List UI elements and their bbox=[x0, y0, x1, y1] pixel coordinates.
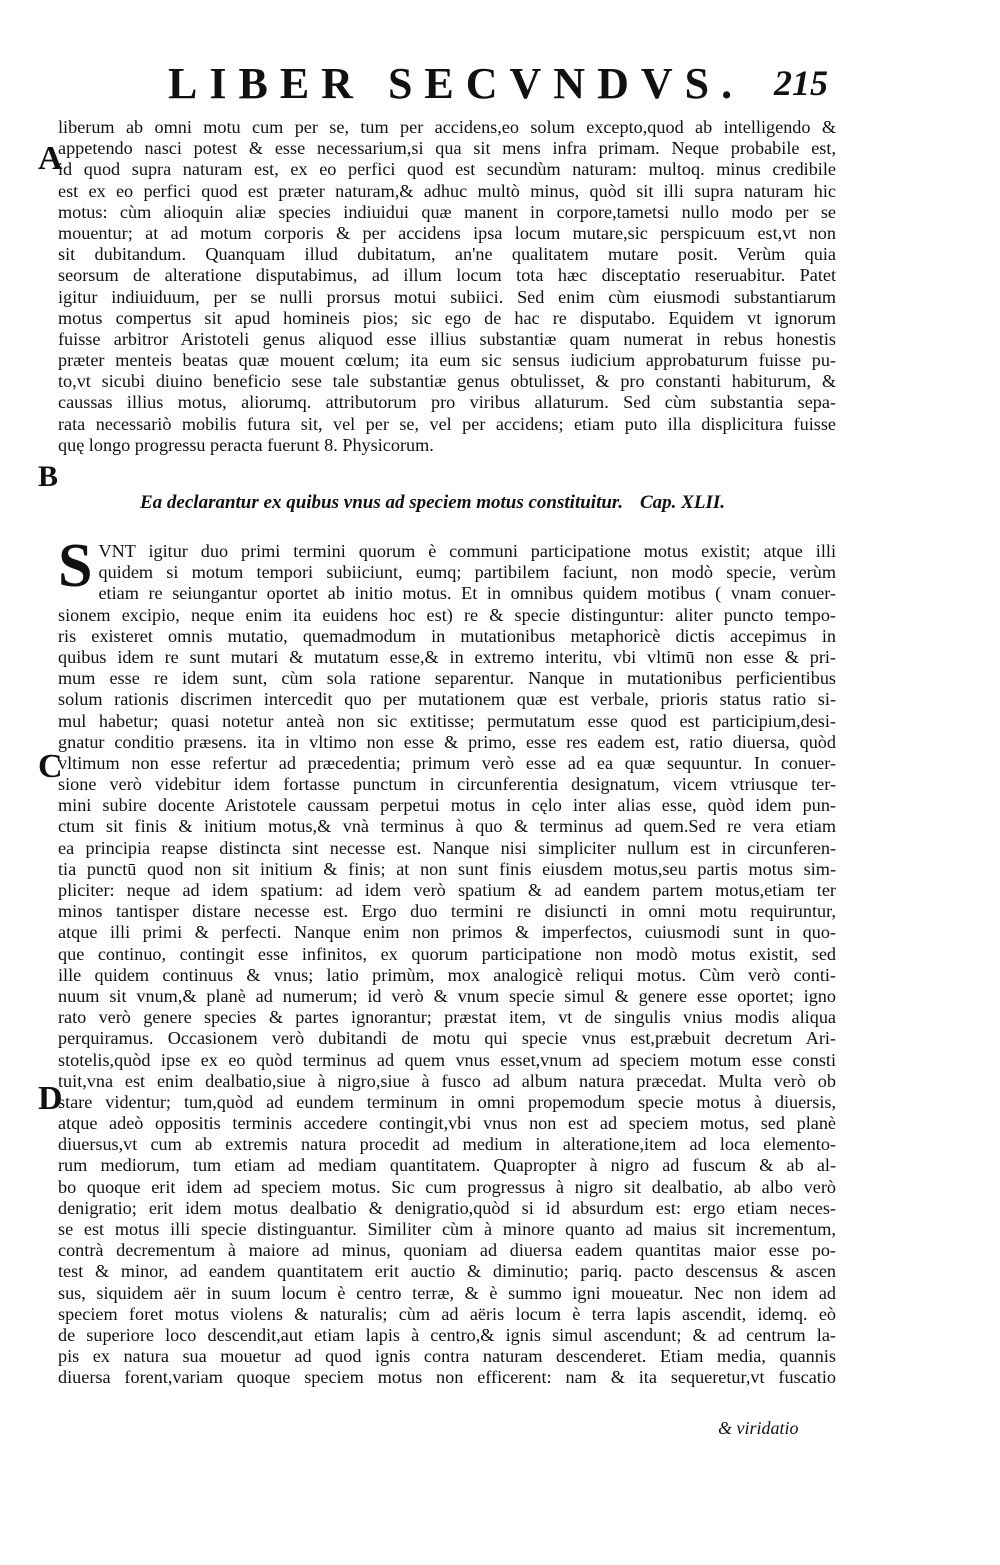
text-line: denigratio; erit idem motus dealbatio & denigratio,quòd si id absurdum est: ergo etiam neces- bbox=[58, 1197, 836, 1218]
text-line: fuisse arbitror Aristoteli genus aliquod esse illius substantiæ quam numerat in rebus honestis bbox=[58, 328, 836, 349]
text-line: gnatur conditio præsens. ita in vltimo non esse & primo, esse res eadem est, ratio diuersa, quòd bbox=[58, 731, 836, 752]
text-line: quibus idem re sunt mutari & mutatum esse,& in extremo interitu, vbi vltimū non esse & pri- bbox=[58, 646, 836, 667]
text-line: test & minor, ad eandem quantitatem erit auctio & diminutio; pariq. pacto descensus & ascen bbox=[58, 1261, 836, 1282]
text-line: mum esse re idem sunt, cùm sola ratione separentur. Nanque in mutationibus perficientibus bbox=[58, 668, 836, 689]
text-line: motus: cùm alioquin aliæ species indiuidui quæ manent in corpore,tametsi nullo modo per se bbox=[58, 201, 836, 222]
text-line: solum rationis discrimen intercedit quo per mutationem quæ est verbale, prioris status ratio si- bbox=[58, 689, 836, 710]
text-line: motus compertus sit apud homineis pios; sic ego de hac re disputabo. Equidem vt ignorum bbox=[58, 307, 836, 328]
text-line: rata necessariò mobilis futura sit, vel per se, vel per accidens; etiam puto illa displicitura fuisse bbox=[58, 413, 836, 434]
text-line: diuersus,vt cum ab extremis natura procedit ad medium in alteratione,item ad loca elemento- bbox=[58, 1134, 836, 1155]
text-line: bo quoque erit idem ad speciem motus. Sic cum progressus à nigro sit dealbatio, ab albo verò bbox=[58, 1176, 836, 1197]
catchword: & viridatio bbox=[718, 1418, 799, 1438]
text-line: est ex eo perfici quod est præter naturam,& adhuc multò minus, quòd sit illi supra naturam hic bbox=[58, 180, 836, 201]
text-line: ille quidem continuus & vnus; latio primùm, mox analogicè reliqui motus. Cùm verò conti- bbox=[58, 964, 836, 985]
text-line: contrà decrementum à maiore ad minus, quoniam ad diuersa eadem quantitas maior esse po- bbox=[58, 1240, 836, 1261]
text-line: sionem excipio, neque enim ita euidens hoc est) re & specie distinguntur: aliter puncto tempo- bbox=[58, 604, 836, 625]
text-line: to,vt sicubi diuino beneficio sese tale substantiæ genus obtulisset, & pro constanti habiturum, & bbox=[58, 371, 836, 392]
page-number: 215 bbox=[774, 63, 828, 103]
margin-letter-b: B bbox=[38, 460, 59, 493]
text-line: rum mediorum, tum etiam ad mediam quantitatem. Quapropter à nigro ad fuscum & ab al- bbox=[58, 1155, 836, 1176]
margin-letter-c: C bbox=[38, 748, 63, 785]
margin-letter-d: D bbox=[38, 1080, 63, 1117]
text-line: igitur indiuiduum, per se nulli prorsus motui subiici. Sed enim cùm eiusmodi substantiarum bbox=[58, 286, 836, 307]
text-line: ctum sit finis & initium motus,& vnà terminus à quo & terminus ad quem.Sed re vera etiam bbox=[58, 816, 836, 837]
text-line: atque illi primi & perfecti. Nanque enim non primos & imperfectos, cuiusmodi sunt in quo- bbox=[58, 922, 836, 943]
text-line: minos tantisper distare necesse est. Ergo duo termini re disiuncti in omni motu requiruntur, bbox=[58, 901, 836, 922]
text-line: appetendo nasci potest & esse necessarium,si qua sit mens infra primam. Neque probabile est, bbox=[58, 138, 836, 159]
text-line: seorsum de alteratione disputabimus, ad illum locum tota hæc disceptatio reseruabitur. Patet bbox=[58, 265, 836, 286]
book-title: LIBER SECVNDVS. bbox=[168, 59, 745, 108]
text-line: tia punctū quod non sit initium & finis; at non sunt finis eiusdem motus,seu partis motus sim- bbox=[58, 858, 836, 879]
text-line: nuum sit vnum,& planè ad numerum; id verò & vnum specie simul & genere esse oportet; igno bbox=[58, 985, 836, 1006]
text-line: mouentur; at ad motum corporis & per accidens ipsa locum mutare,sic perspicuum est,vt non bbox=[58, 222, 836, 243]
text-line: mini subire docente Aristotele caussam perpetui motus in cęlo inter alias esse, quòd idem pun- bbox=[58, 795, 836, 816]
text-line: quę longo progressu peracta fuerunt 8. Physicorum. bbox=[58, 434, 434, 455]
text-line: diuersa forent,variam quoque speciem motus non efficerent: nam & ita sequeretur,vt fuscatio bbox=[58, 1367, 836, 1388]
text-line: perquiramus. Occasionem verò dubitandi de motu qui specie vnus est,præbuit decretum Ari- bbox=[58, 1028, 836, 1049]
text-line: id quod supra naturam est, ex eo perfici quod est secundùm naturam: multoq. minus credibile bbox=[58, 159, 836, 180]
text-line: quidem si motum tempori subiiciunt, eumq; partibilem faciunt, non modò specie, verùm bbox=[98, 562, 836, 583]
text-line: sit dubitandum. Quanquam illud dubitatum, an'ne qualitatem mutare posit. Verùm quia bbox=[58, 244, 836, 265]
text-line: ea principia reapse distincta sint necesse est. Nanque nisi simpliciter nullum est in circunferen- bbox=[58, 837, 836, 858]
text-line: que continuo, contingit esse infinitos, ex quorum participatione non modò motus existit, sed bbox=[58, 943, 836, 964]
chapter-number: Cap. XLII. bbox=[640, 492, 725, 513]
margin-letter-a: A bbox=[38, 140, 63, 177]
text-line: vltimum non esse refertur ad præcedentia; primum verò esse ad ea quæ sequuntur. In conuer- bbox=[58, 752, 836, 773]
text-line: tuit,vna est enim dealbatio,siue à nigro,siue à fusco ad album natura præcedat. Multa verò ob bbox=[58, 1070, 836, 1091]
text-line: pliciter: neque ad idem spatium: ad idem verò spatium & ad eandem partem motus,etiam ter bbox=[58, 880, 836, 900]
text-line: sione verò videbitur idem fortasse punctum in circunferentia designatum, vicem vtriusque ter- bbox=[58, 774, 836, 795]
text-line: stotelis,quòd ipse ex eo quòd terminus ad quem vnus esset,vnum ad speciem motum esse consti bbox=[58, 1049, 836, 1070]
text-line: præter menteis beatas quæ mouent cœlum; ita eum sic sensus iudicium approbaturum fuisse pu- bbox=[58, 350, 836, 371]
drop-cap: S bbox=[58, 532, 93, 600]
text-line: se est motus illi specie distinguantur. Similiter cùm à minore quanto ad maius sit incrementum, bbox=[58, 1219, 836, 1239]
text-line: etiam re seiungantur oportet ab initio motus. Et in omnibus quidem motibus ( vnam conuer- bbox=[98, 583, 836, 604]
text-line: liberum ab omni motu cum per se, tum per accidens,eo solum excepto,quod ab intelligendo & bbox=[58, 117, 836, 137]
text-line: VNT igitur duo primi termini quorum è communi participatione motus existit; atque illi bbox=[98, 541, 836, 561]
text-line: sus, siquidem aër in suum locum è centro terræ, & è summo igni moueatur. Nec non idem ad bbox=[58, 1282, 836, 1303]
running-head bbox=[168, 58, 828, 114]
chapter-heading bbox=[140, 492, 840, 514]
text-line: speciem foret motus violens & naturalis; cùm ad aëris locum è terra lapis ascendit, idemq. eò bbox=[58, 1303, 836, 1324]
text-line: pis ex natura sua mouetur ad quod ignis contra naturam descenderet. Etiam media, quannis bbox=[58, 1346, 836, 1367]
text-line: caussas illius motus, aliorumq. attributorum pro viribus allaturum. Sed cùm substantia sepa- bbox=[58, 392, 836, 413]
paragraph-two bbox=[58, 532, 836, 1389]
text-line: mul habetur; quasi notetur anteà non sic extitisse; permutatum esse quod est participium,desi- bbox=[58, 710, 836, 731]
text-line: ris existeret omnis mutatio, quemadmodum in mutationibus metaphoricè dictis accepimus in bbox=[58, 625, 836, 646]
chapter-title: Ea declarantur ex quibus vnus ad speciem motus constituitur. bbox=[140, 492, 624, 513]
text-line: stare videntur; tum,quòd ad eundem terminum in omni propemodum specie motus à diuersis, bbox=[58, 1091, 836, 1112]
text-line: rato verò genere species & partes ignorantur; præstat item, vt de singulis vnius modis aliqua bbox=[58, 1007, 836, 1028]
text-line: de superiore loco descendit,aut etiam lapis à centro,& ignis simul ascendunt; & ad centrum la- bbox=[58, 1324, 836, 1345]
paragraph-one bbox=[58, 117, 836, 456]
text-line: atque adeò oppositis terminis accedere contingit,vbi vnus non est ad speciem motus, sed planè bbox=[58, 1113, 836, 1134]
